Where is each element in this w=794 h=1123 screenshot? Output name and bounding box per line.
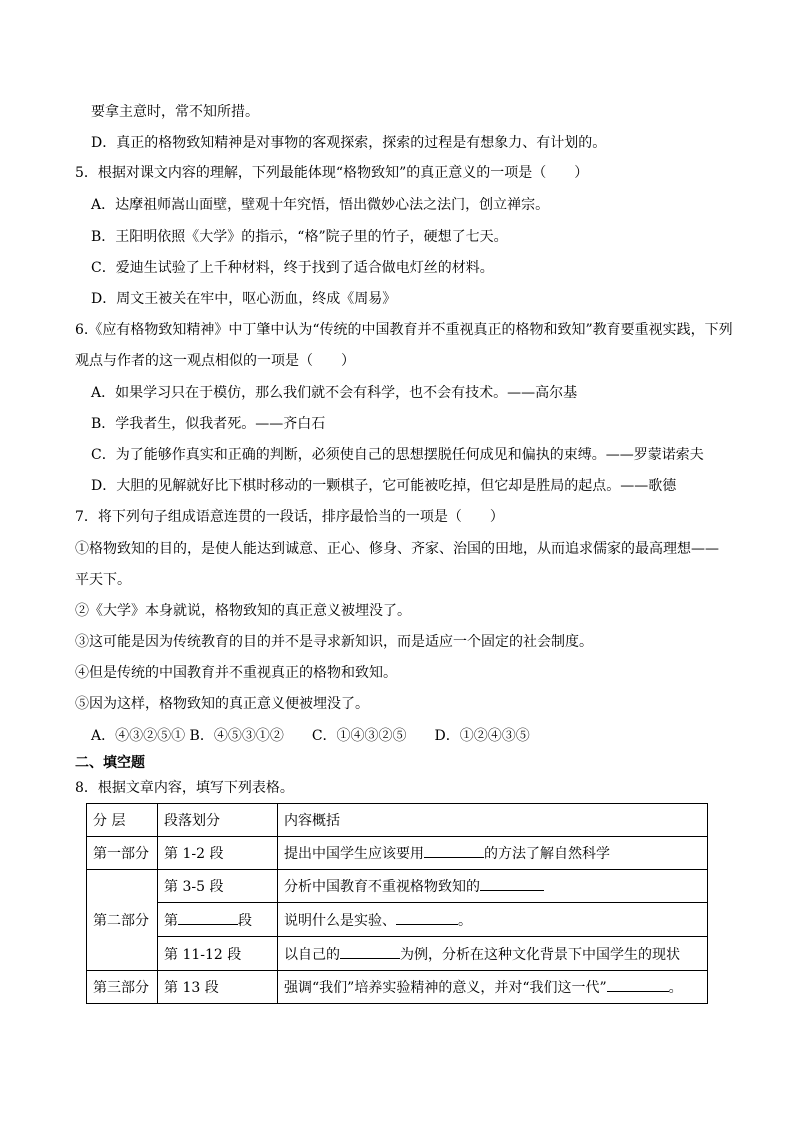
table-cell: [278, 971, 708, 1004]
table-cell: 第 1-2 段: [158, 837, 278, 870]
table-header: 段落划分: [158, 804, 278, 837]
table-cell: 第 13 段: [158, 971, 278, 1004]
option-b: B．学我者生，似我者死。——齐白石: [91, 416, 326, 432]
option-b: B．王阳明依照《大学》的指示，“格”院子里的竹子，硬想了七天。: [91, 229, 508, 245]
fill-in-table: [86, 803, 708, 1004]
answer-blank[interactable]: [424, 843, 484, 858]
cell-text: 段: [238, 912, 252, 929]
table-cell: 第二部分: [87, 870, 158, 971]
answer-blank[interactable]: [607, 977, 669, 992]
table-cell: [278, 870, 708, 903]
sentence-5: ⑤因为这样，格物致知的真正意义便被埋没了。: [75, 696, 369, 712]
table-cell: 第一部分: [87, 837, 158, 870]
text-line: 平天下。: [75, 572, 131, 588]
sentence-3: ③这可能是因为传统教育的目的并不是寻求新知识，而是适应一个固定的社会制度。: [75, 634, 593, 650]
table-cell: [278, 903, 708, 937]
option-a: A．如果学习只在于模仿，那么我们就不会有科学，也不会有技术。——高尔基: [91, 385, 578, 401]
answer-blank[interactable]: [340, 944, 400, 959]
table-row: [87, 870, 708, 903]
text-line: 要拿主意时，常不知所措。: [91, 104, 259, 120]
answer-options: A．④③②⑤① B．④⑤③①② C．①④③②⑤ D．①②④③⑤: [91, 728, 530, 744]
table-row: [87, 903, 708, 937]
cell-text: 强调“我们”培养实验精神的意义，并对“我们这一代”: [284, 980, 607, 996]
sentence-1: ①格物致知的目的，是使人能达到诚意、正心、修身、齐家、治国的田地，从而追求儒家的最高理想——: [75, 541, 719, 557]
question-5: 5．根据对课文内容的理解，下列最能体现“格物致知”的真正意义的一项是（ ）: [75, 165, 589, 181]
question-7: 7．将下列句子组成语意连贯的一段话，排序最恰当的一项是（ ）: [75, 509, 504, 525]
text-line: 观点与作者的这一观点相似的一项是（ ）: [75, 353, 355, 369]
question-8: 8．根据文章内容，填写下列表格。: [75, 780, 294, 796]
sentence-2: ②《大学》本身就说，格物致知的真正意义被埋没了。: [75, 603, 411, 619]
table-header: 内容概括: [278, 804, 708, 837]
table-header-row: [87, 804, 708, 837]
table-cell: [158, 903, 278, 937]
cell-text: 说明什么是实验、: [284, 912, 396, 929]
table-cell: [278, 937, 708, 971]
table-row: [87, 971, 708, 1004]
table-cell: [278, 837, 708, 870]
cell-text: 为例，分析在这种文化背景下中国学生的现状: [400, 946, 680, 963]
cell-text: 第: [164, 912, 178, 929]
table-cell: 第 3-5 段: [158, 870, 278, 903]
answer-blank[interactable]: [396, 910, 458, 925]
cell-text: 以自己的: [284, 946, 340, 963]
cell-text: 。: [458, 912, 472, 929]
option-d: D．真正的格物致知精神是对事物的客观探索，探索的过程是有想象力、有计划的。: [91, 135, 607, 151]
table-cell: 第 11-12 段: [158, 937, 278, 971]
option-c: C．为了能够作真实和正确的判断，必须使自己的思想摆脱任何成见和偏执的束缚。——罗蒙诺索夫: [91, 447, 704, 463]
answer-blank[interactable]: [178, 910, 238, 925]
cell-text: 。: [668, 980, 683, 996]
sentence-4: ④但是传统的中国教育并不重视真正的格物和致知。: [75, 665, 397, 681]
cell-text: 的方法了解自然科学: [484, 846, 610, 862]
option-d: D．大胆的见解就好比下棋时移动的一颗棋子，它可能被吃掉，但它却是胜局的起点。——歌德: [91, 478, 677, 494]
option-d: D．周文王被关在牢中，呕心沥血，终成《周易》: [91, 291, 397, 307]
cell-text: 分析中国教育不重视格物致知的: [284, 879, 480, 895]
table-header: 分 层: [87, 804, 158, 837]
table-row: [87, 937, 708, 971]
option-c: C．爱迪生试验了上千种材料，终于找到了适合做电灯丝的材料。: [91, 260, 494, 276]
cell-text: 提出中国学生应该要用: [284, 846, 424, 862]
table-row: [87, 837, 708, 870]
question-6: 6.《应有格物致知精神》中丁肇中认为“传统的中国教育并不重视真正的格物和致知”教育要重视实践，下列: [75, 322, 733, 338]
section-heading: 二、填空题: [75, 755, 145, 771]
answer-blank[interactable]: [480, 876, 544, 891]
table-cell: 第三部分: [87, 971, 158, 1004]
option-a: A．达摩祖师嵩山面壁，壁观十年究悟，悟出微妙心法之法门，创立禅宗。: [91, 197, 550, 213]
